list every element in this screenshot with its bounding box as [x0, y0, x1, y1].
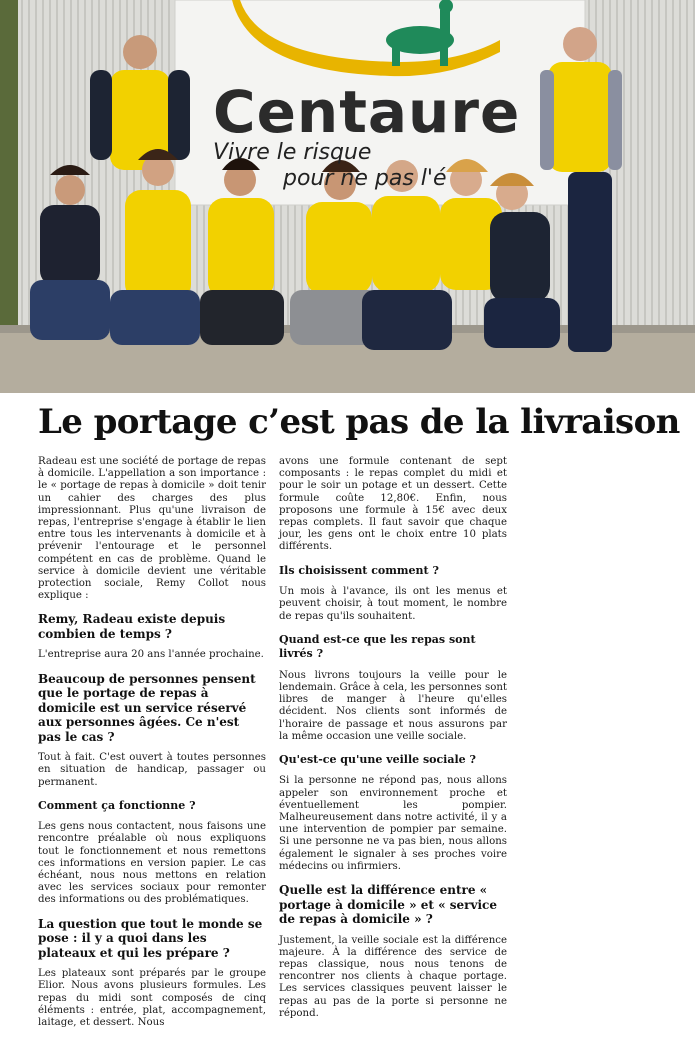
article-column-right [279, 456, 507, 1030]
centaure-sign [183, 40, 578, 190]
answer-paragraph: Tout à fait. C'est ouvert à toutes personnes en situation de handicap, passager ou permanent. [38, 752, 266, 788]
article-photo [0, 0, 695, 393]
sign-slogan-line2: pour ne pas l'é [283, 166, 447, 191]
answer-paragraph: Les gens nous contactent, nous faisons une rencontre préalable où nous expliquons tout le fonctionnement et nous remettons ces informations en version papier. Le cas échéant, nous nous mettons en relation avec les services sociaux pour remonter des informations ou des problématiques. [38, 821, 266, 906]
intro-paragraph: Radeau est une société de portage de repas à domicile. L'appellation a son importance : le « portage de repas à domicile » doit tenir un cahier des charges des plus impressionnant. Plus qu'une livraison de repas, l'entreprise s'engage à établir le lien entre tous les intervenants à domicile et à prévenir l'entourage et le personnel compétent en cas de problème. Quand le service à domicile devient une véritable protection sociale, Remy Collot nous explique : [38, 456, 266, 602]
answer-paragraph: Nous livrons toujours la veille pour le lendemain. Grâce à cela, les personnes sont libres de manger à l'heure qu'elles décident. Nos clients sont informés de l'horaire de passage et nous assurons par la même occasion une veille sociale. [279, 669, 507, 742]
question-heading: Quelle est la différence entre « portage à domicile » et « service de repas à domicile » ? [279, 883, 497, 927]
question-heading: Ils choisissent comment ? [279, 563, 439, 577]
article-column-left [38, 456, 266, 1039]
sign-slogan-line1: Vivre le risque [213, 140, 372, 165]
answer-paragraph: Les plateaux sont préparés par le groupe Elior. Nous avons plusieurs formules. Les repas du midi sont composés de cinq éléments : entrée, plat, accompagnement, laitage, et dessert. Nous [38, 968, 266, 1028]
sign-brand: Centaure [213, 78, 521, 146]
article-title: Le portage c’est pas de la livraison [38, 402, 680, 442]
answer-paragraph: L'entreprise aura 20 ans l'année prochaine. [38, 649, 264, 661]
question-heading: Remy, Radeau existe depuis combien de temps ? [38, 612, 226, 641]
question-heading: Qu'est-ce qu'une veille sociale ? [279, 752, 476, 766]
question-heading: La question que tout le monde se pose : il y a quoi dans les plateaux et qui les prépare ? [38, 916, 263, 960]
question-heading: Comment ça fonctionne ? [38, 798, 196, 812]
answer-paragraph: Si la personne ne répond pas, nous allons appeler son environnement proche et éventuellement les pompier. Malheureusement dans notre activité, il y a une intervention de pompier par semaine. Si une personne ne va pas bien, nous allons également le signaler à ses proches voire médecins ou infirmiers. [279, 775, 507, 872]
answer-paragraph: Justement, la veille sociale est la différence majeure. À la différence des service de repas classique, nous nous tenons de rencontrer nos clients à chaque portage. Les services classiques peuvent laisser le repas au pas de la porte si personne ne répond. [279, 934, 507, 1019]
answer-paragraph: avons une formule contenant de sept composants : le repas complet du midi et pour le soir un potage et un dessert. Cette formule coûte 12,80€. Enfin, nous proposons une formule à 15€ avec deux repas complets. Il faut savoir que chaque jour, les gens ont le choix entre 10 plats différents. [279, 456, 507, 553]
answer-paragraph: Un mois à l'avance, ils ont les menus et peuvent choisir, à tout moment, le nombre de repas qu'ils souhaitent. [279, 586, 507, 622]
question-heading: Beaucoup de personnes pensent que le portage de repas à domicile est un service réservé aux personnes âgées. Ce n'est pas le cas ? [38, 671, 256, 744]
question-heading: Quand est-ce que les repas sont livrés ? [279, 632, 476, 661]
